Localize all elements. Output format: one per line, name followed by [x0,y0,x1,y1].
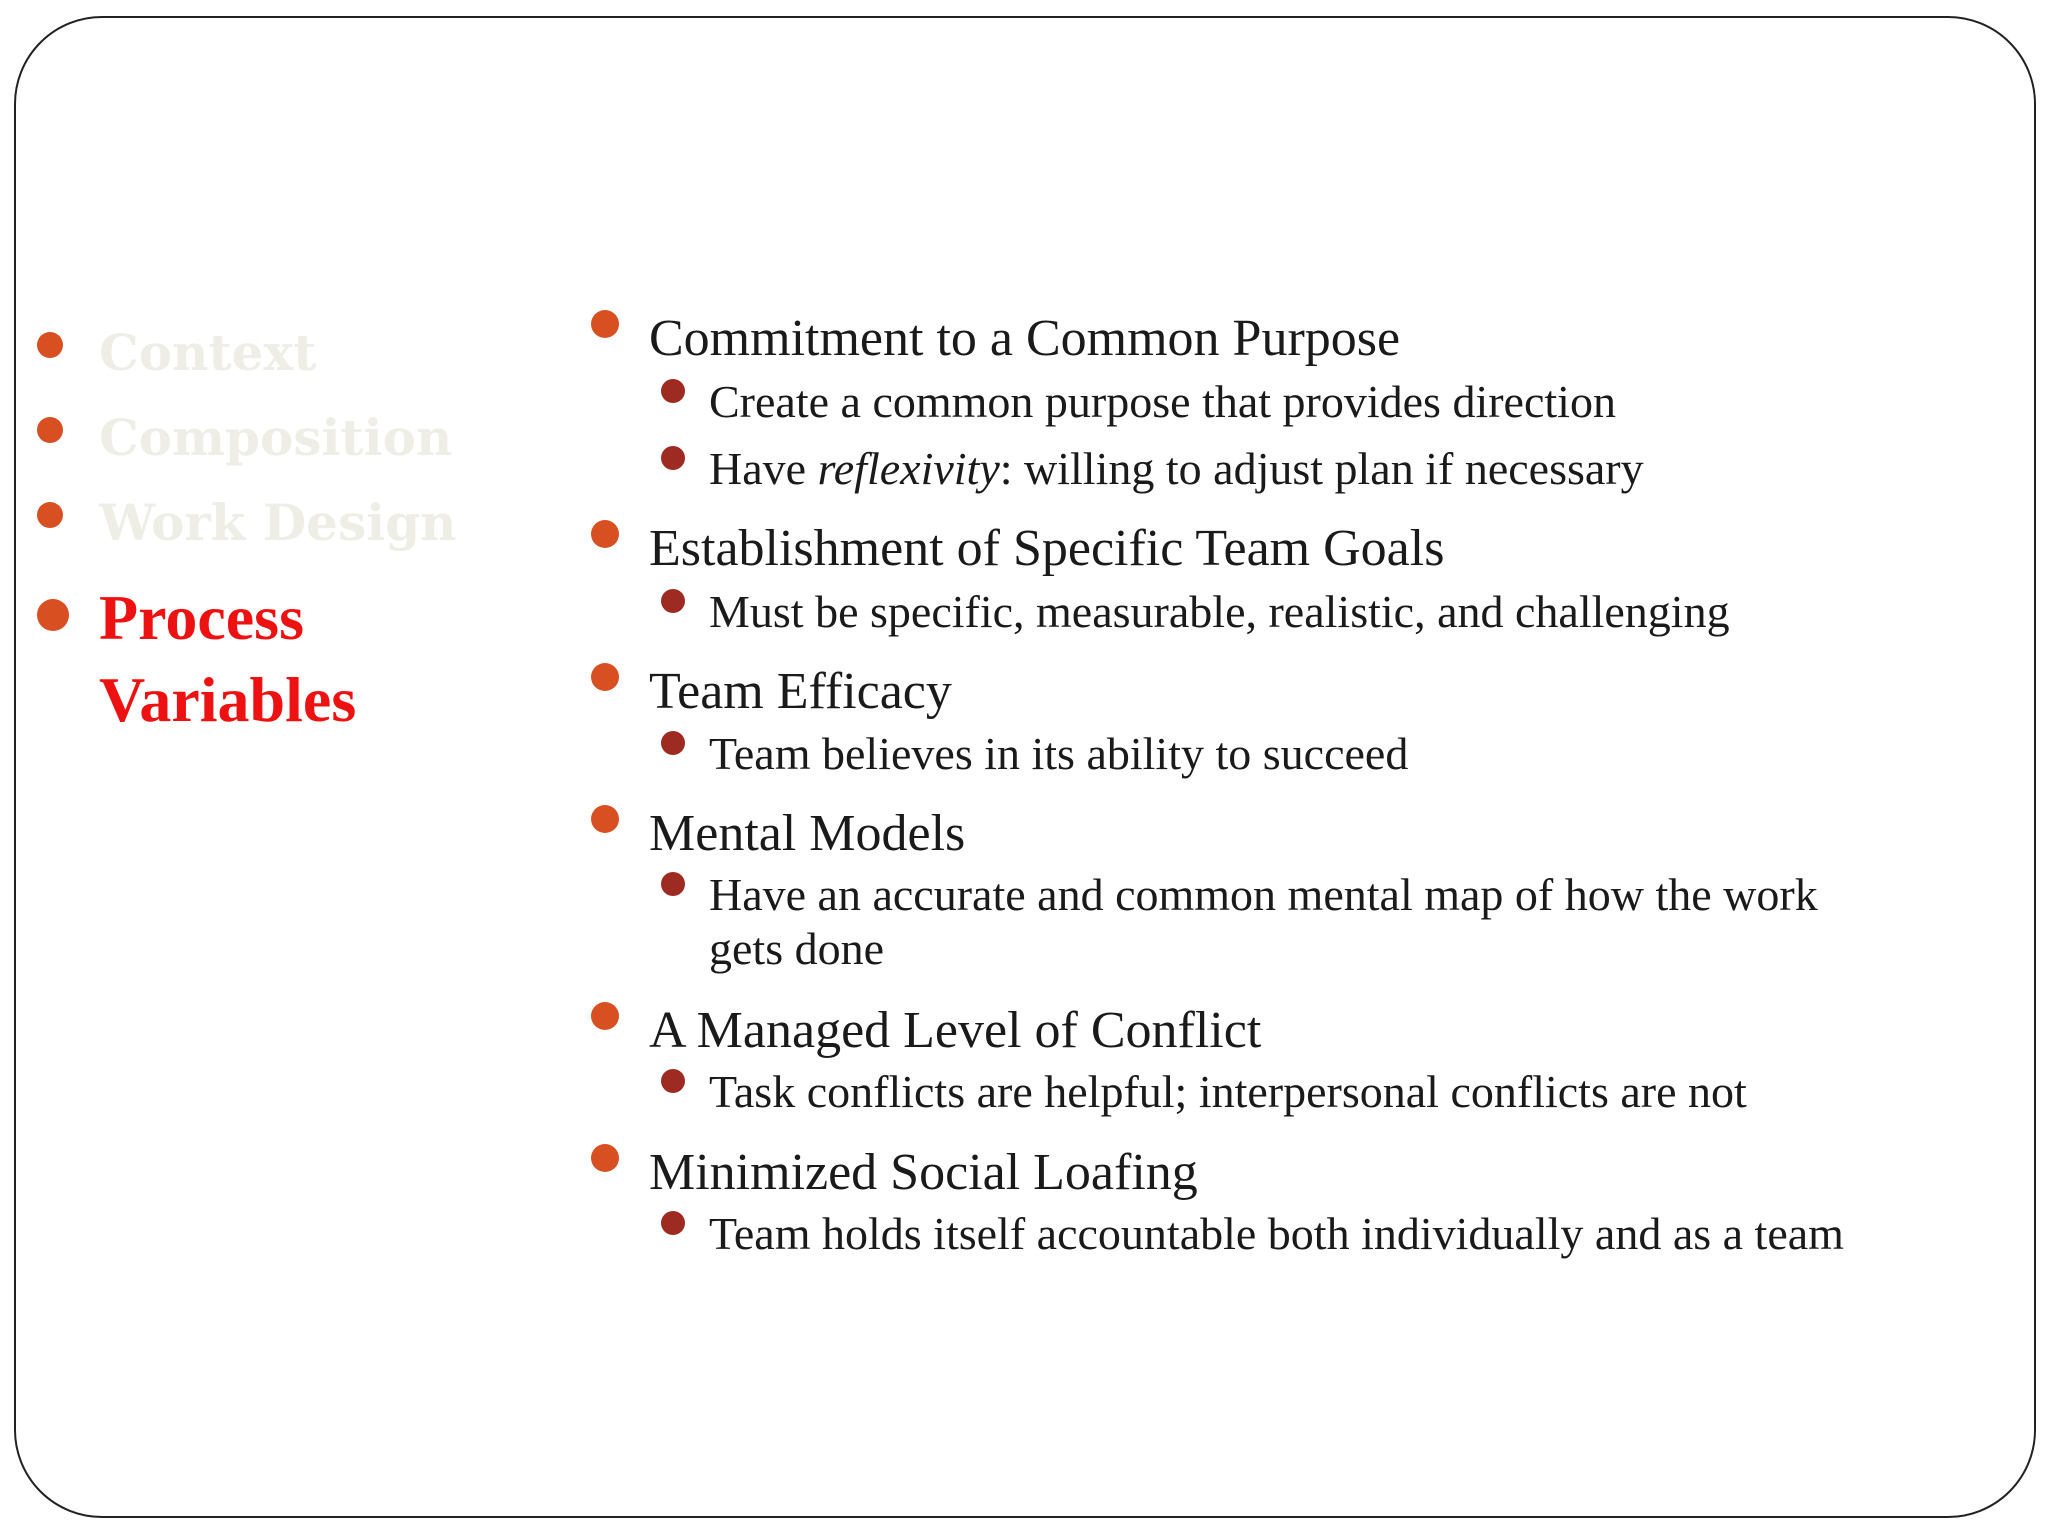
list-item [649,310,1401,367]
sub-point-text-line-2: gets done [709,923,885,974]
sub-point-text-post: : willing to adjust plan if necessary [999,443,1644,494]
sub-point-emphasis: reflexivity [817,443,1000,494]
nav-item-process-variables [99,577,356,741]
bullet-icon [661,872,685,896]
list-item [649,663,952,720]
sub-point-text: Must be specific, measurable, realistic, and challenging [709,586,1730,637]
point-heading: Mental Models [649,805,966,862]
point-heading: Team Efficacy [649,663,952,720]
sub-list-item [709,868,1818,976]
bullet-icon [591,805,619,833]
bullet-icon [661,1211,685,1235]
slide-frame [14,16,2036,1518]
point-heading: A Managed Level of Conflict [649,1002,1262,1059]
list-item [649,1002,1262,1059]
sub-list-item [709,375,1616,429]
sub-list-item [709,727,1408,781]
bullet-icon [37,599,69,631]
sub-point-text: Team holds itself accountable both individually and as a team [709,1208,1844,1259]
nav-active-line-1: Process [99,582,304,653]
list-item [649,805,966,862]
nav-active-line-2: Variables [99,664,357,735]
bullet-icon [37,417,63,443]
sub-point-text: Team believes in its ability to succeed [709,728,1409,779]
bullet-icon [591,663,619,691]
bullet-icon [661,731,685,755]
bullet-icon [37,502,63,528]
bullet-icon [661,1069,685,1093]
bullet-icon [37,332,63,358]
bullet-icon [591,520,619,548]
bullet-icon [591,310,619,338]
list-item [649,1144,1198,1201]
bullet-icon [661,379,685,403]
bullet-icon [661,446,685,470]
sub-list-item [709,442,1644,496]
nav-item-work-design [99,493,457,552]
sub-point-text-pre: Have [709,443,818,494]
point-heading: Minimized Social Loafing [649,1144,1198,1201]
bullet-icon [591,1002,619,1030]
nav-item-label: Work Design [99,493,457,552]
list-item [649,520,1445,577]
bullet-icon [591,1144,619,1172]
nav-item-label: Context [99,323,317,382]
sub-list-item [709,1065,1747,1119]
section-nav [16,18,576,1516]
nav-item-composition [99,408,453,467]
sub-point-text: Task conflicts are helpful; interpersonal conflicts are not [709,1066,1747,1117]
point-heading: Establishment of Specific Team Goals [649,520,1445,577]
sub-list-item [709,585,1730,639]
point-heading: Commitment to a Common Purpose [649,310,1401,367]
nav-item-label: Composition [99,408,453,467]
sub-point-text-line-1: Have an accurate and common mental map of how the work [709,869,1818,920]
bullet-icon [661,589,685,613]
sub-list-item [709,1207,1844,1261]
nav-item-context [99,323,317,382]
sub-point-text: Create a common purpose that provides direction [709,376,1616,427]
